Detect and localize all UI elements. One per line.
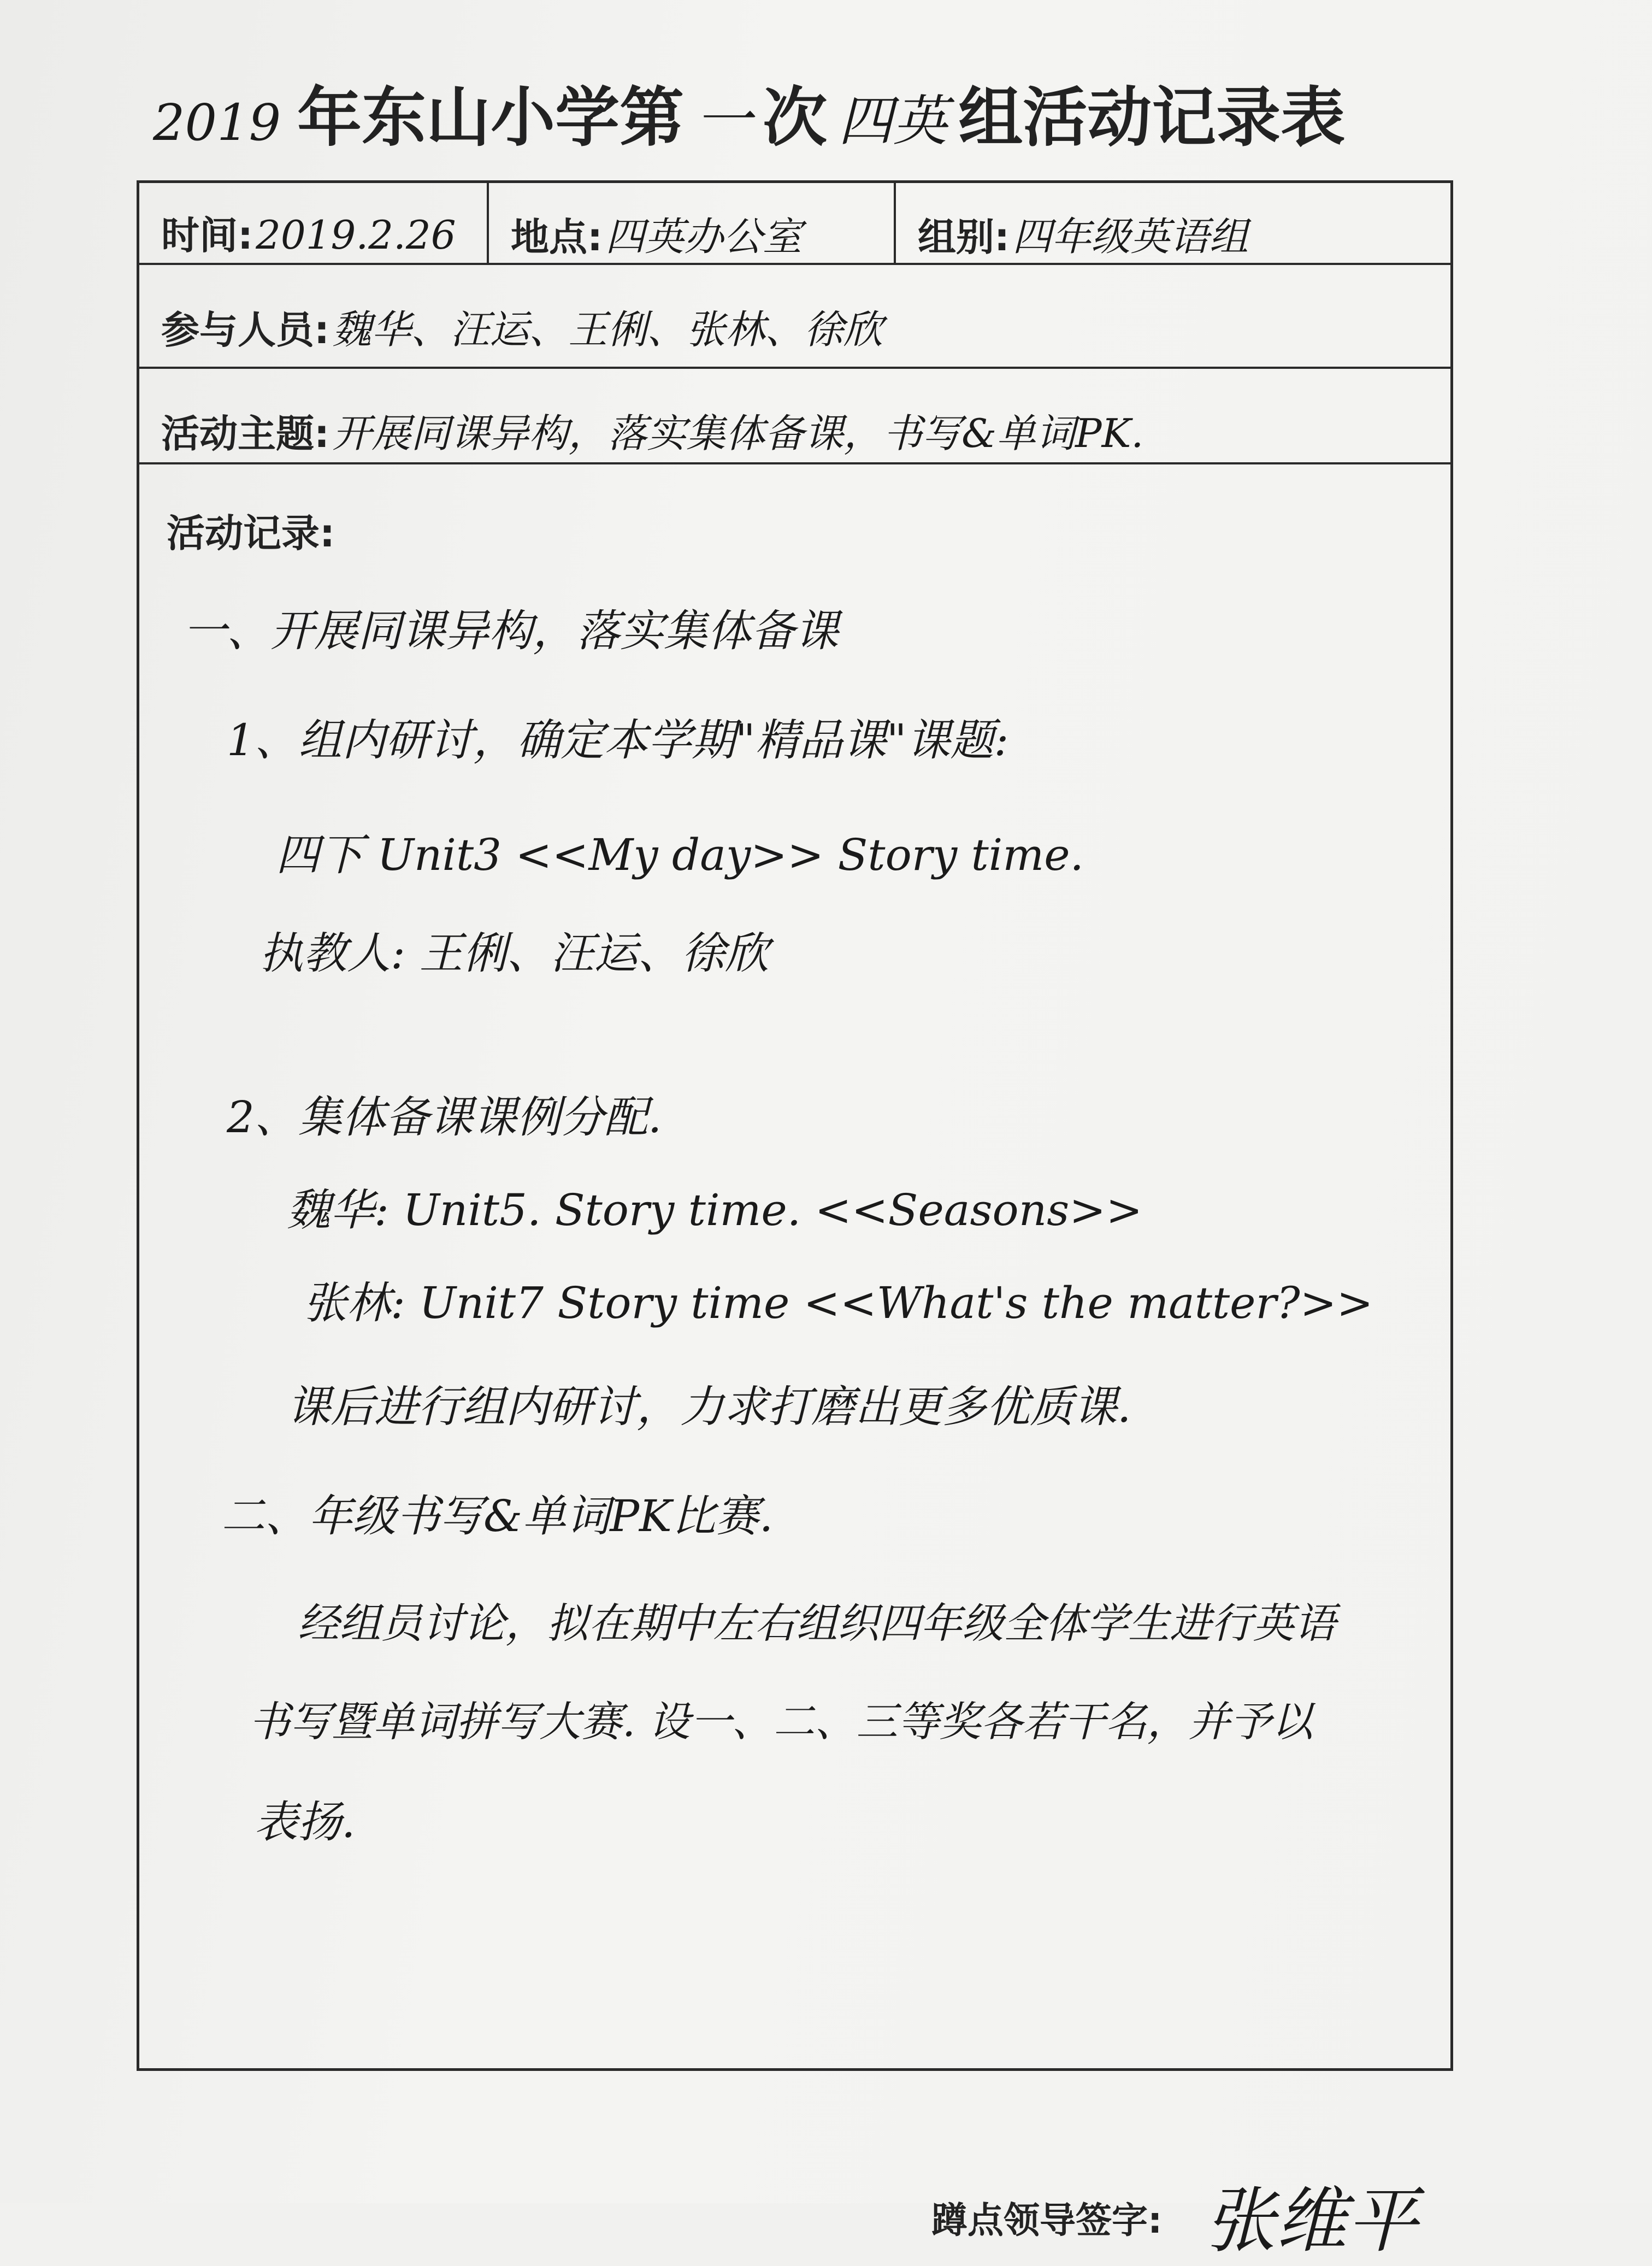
record-line: 一、开展同课异构，落实集体备课 [183, 605, 839, 656]
title-year: 2019 [153, 93, 281, 152]
time-label: 时间: [161, 213, 253, 258]
time-value: 2019.2.26 [256, 212, 456, 258]
group-label: 组别: [918, 215, 1010, 260]
form-title [153, 66, 1464, 158]
topic-row [139, 369, 1450, 464]
record-line: 2、集体备课课例分配. [227, 1092, 662, 1143]
activity-record-form [137, 180, 1453, 2262]
group-cell [896, 183, 1450, 263]
title-text-a: 年东山小学第 [297, 80, 685, 155]
record-line: 张林: Unit7 Story time <<What's the matter?>> [303, 1278, 1373, 1328]
header-row-1 [139, 183, 1450, 265]
record-line: 四下 Unit3 <<My day>> Story time. [276, 829, 1084, 880]
place-value: 四英办公室 [605, 214, 803, 260]
title-number: 一 [695, 87, 752, 154]
topic-value: 开展同课异构，落实集体备课，书写&单词PK. [332, 410, 1144, 456]
title-text-c: 组活动记录表 [958, 80, 1346, 155]
record-line: 书写暨单词拼写大赛. 设一、二、三等奖各若干名，并予以 [249, 1697, 1313, 1746]
place-label: 地点: [511, 215, 603, 260]
record-line: 1、组内研讨，确定本学期"精品课"课题: [227, 715, 1009, 766]
title-subject: 四英 [838, 89, 948, 153]
record-label: 活动记录: [167, 511, 335, 556]
record-line: 二、年级书写&单词PK比赛. [221, 1491, 774, 1541]
group-value: 四年级英语组 [1012, 214, 1249, 260]
time-cell [139, 183, 489, 263]
participants-value: 魏华、汪运、王俐、张林、徐欣 [332, 307, 883, 352]
signature-name: 张维平 [1205, 2179, 1418, 2262]
record-line: 魏华: Unit5. Story time. <<Seasons>> [287, 1185, 1143, 1235]
record-line: 课后进行组内研讨，力求打磨出更多优质课. [287, 1381, 1131, 1432]
title-text-b: 次 [763, 80, 828, 155]
participants-row [139, 265, 1450, 369]
record-section [139, 464, 1450, 2262]
participants-label: 参与人员: [161, 308, 329, 352]
record-line: 表扬. [254, 1797, 356, 1847]
record-line: 执教人: 王俐、汪运、徐欣 [259, 928, 769, 979]
topic-label: 活动主题: [161, 411, 329, 456]
record-line: 经组员讨论，拟在期中左右组织四年级全体学生进行英语 [298, 1599, 1336, 1647]
signature-label: 蹲点领导签字: [931, 2199, 1163, 2241]
place-cell [489, 183, 896, 263]
